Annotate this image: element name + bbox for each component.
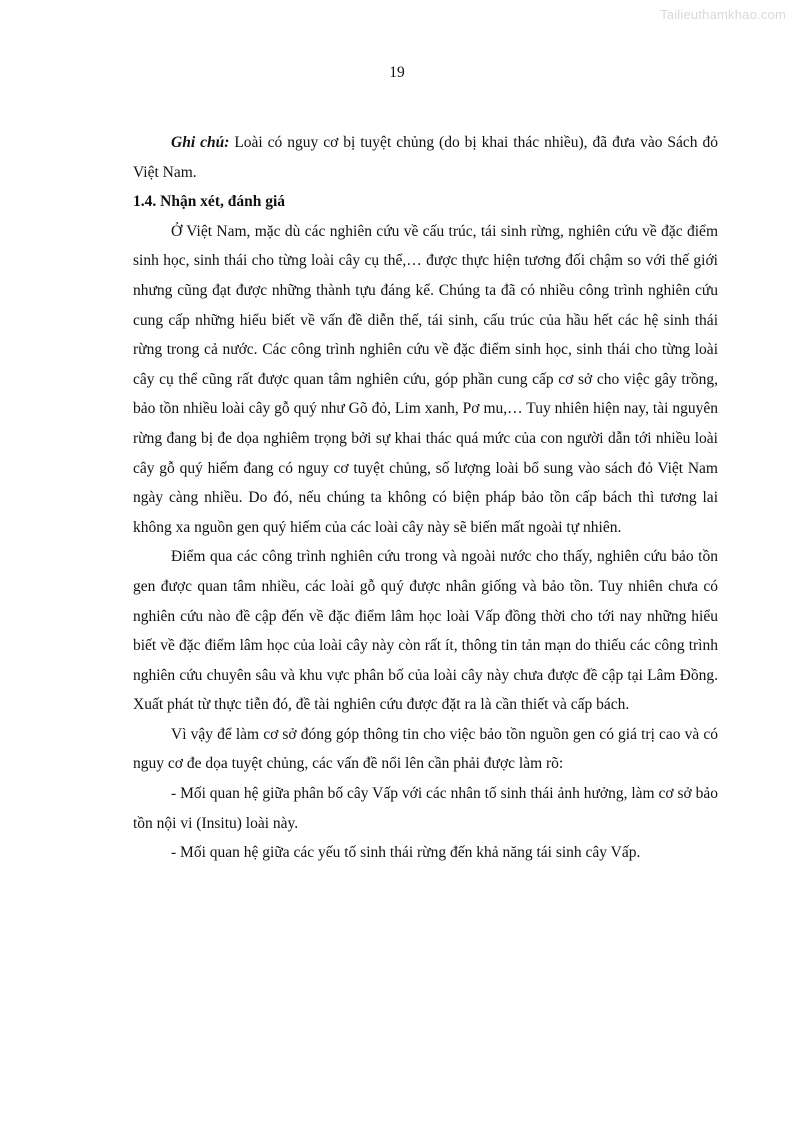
bullet-item: - Mối quan hệ giữa các yếu tố sinh thái rừng đến khả năng tái sinh cây Vấp. <box>171 844 641 862</box>
document-body <box>133 128 718 868</box>
note-label: Ghi chú: <box>171 134 230 151</box>
page-number: 19 <box>389 64 405 81</box>
note-text: Loài có nguy cơ bị tuyệt chủng (do bị khai thác nhiều), đã đưa vào Sách đỏ Việt Nam. <box>133 134 718 181</box>
section-heading: 1.4. Nhận xét, đánh giá <box>133 193 286 211</box>
body-paragraph: Ở Việt Nam, mặc dù các nghiên cứu về cấu trúc, tái sinh rừng, nghiên cứu về đặc điểm sinh học, sinh thái cho từng loài cây cụ thể,… được thực hiện tương đối chậm so với thế giới nhưng cũng đạt được những thành tựu đáng kể. Chúng ta đã có nhiều công trình nghiên cứu cung cấp những hiểu biết về vấn đề diễn thế, tái sinh, cấu trúc của hầu hết các hệ sinh thái rừng trong cả nước. Các công trình nghiên cứu về đặc điểm sinh học, sinh thái cho từng loài cây cụ thể cũng rất được quan tâm nghiên cứu, góp phần cung cấp cơ sở cho việc gây trồng, bảo tồn nhiều loài cây gỗ quý như Gõ đỏ, Lim xanh, Pơ mu,… Tuy nhiên hiện nay, tài nguyên rừng đang bị đe dọa nghiêm trọng bởi sự khai thác quá mức của con người dẫn tới nhiều loài cây gỗ quý hiếm đang có nguy cơ tuyệt chủng, số lượng loài bổ sung vào sách đỏ Việt Nam ngày càng nhiều. Do đó, nếu chúng ta không có biện pháp bảo tồn cấp bách thì tương lai không xa nguồn gen quý hiếm của các loài cây này sẽ biến mất ngoài tự nhiên. <box>133 222 718 536</box>
note-paragraph <box>133 128 718 187</box>
body-paragraph: Vì vậy để làm cơ sở đóng góp thông tin cho việc bảo tồn nguồn gen có giá trị cao và có nguy cơ đe dọa tuyệt chủng, các vấn đề nổi lên cần phải được làm rõ: <box>133 725 718 773</box>
body-paragraph: Điểm qua các công trình nghiên cứu trong và ngoài nước cho thấy, nghiên cứu bảo tồn gen được quan tâm nhiều, các loài gỗ quý được nhân giống và bảo tồn. Tuy nhiên chưa có nghiên cứu nào đề cập đến về đặc điểm lâm học loài Vấp đồng thời cho tới nay những hiểu biết về đặc điểm lâm học của loài cây này còn rất ít, thông tin tản mạn do thiếu các công trình nghiên cứu chuyên sâu và khu vực phân bố của loài cây này chưa được đề cập tại Lâm Đồng. Xuất phát từ thực tiễn đó, đề tài nghiên cứu được đặt ra là cần thiết và cấp bách. <box>133 548 718 714</box>
bullet-item: - Mối quan hệ giữa phân bố cây Vấp với các nhân tố sinh thái ảnh hưởng, làm cơ sở bảo tồn nội vi (Insitu) loài này. <box>133 785 718 832</box>
watermark-text: Tailieuthamkhao.com <box>660 7 786 22</box>
